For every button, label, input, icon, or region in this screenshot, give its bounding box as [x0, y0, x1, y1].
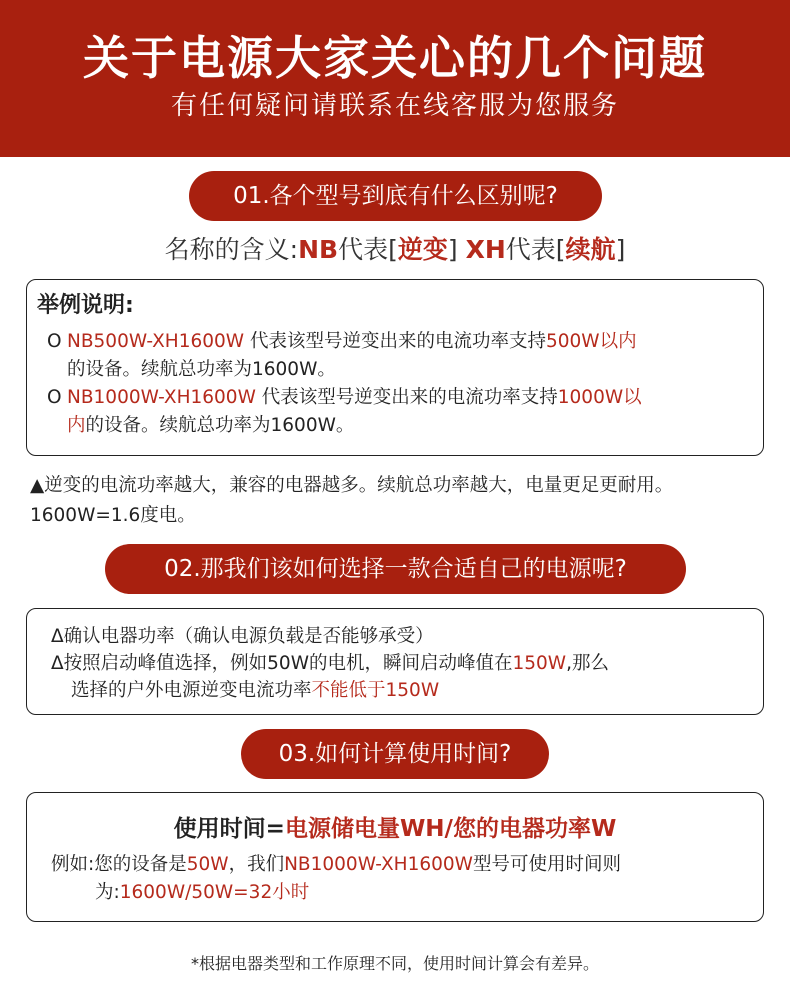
min-power: 不能低于150W [311, 680, 440, 701]
formula-label: 使用时间= [173, 816, 285, 842]
item-highlight: 500W以内 [546, 331, 637, 352]
selection-text: Δ按照启动峰值选择，例如50W的电机，瞬间启动峰值在 [51, 653, 513, 674]
name-meaning-line [0, 230, 790, 266]
item-highlight: 1000W以 [557, 387, 642, 408]
usage-time-box [26, 792, 764, 922]
inverter-term: 逆变 [397, 235, 448, 264]
nb-stands: 代表[ [338, 235, 398, 264]
example-box [26, 279, 764, 456]
item-highlight-2: 内 [67, 415, 86, 436]
example-title: 举例说明: [37, 293, 134, 318]
model-code: NB1000W-XH1600W [284, 854, 473, 875]
example-text: ，我们 [228, 854, 285, 875]
selection-text-end: ,那么 [566, 653, 609, 674]
meaning-prefix: 名称的含义: [164, 235, 299, 264]
selection-line-3 [71, 677, 747, 704]
selection-box [26, 608, 764, 715]
page-subtitle: 有任何疑问请联系在线客服为您服务 [170, 91, 619, 121]
example-text: 为: [95, 882, 120, 903]
usage-example [51, 851, 743, 907]
device-power: 50W [186, 854, 229, 875]
item-text-2: 的设备。续航总功率为1600W。 [85, 415, 355, 436]
example-item-1 [47, 328, 747, 384]
xh-code: XH [465, 235, 506, 264]
usage-formula [27, 810, 763, 843]
item-text: 代表该型号逆变出来的电流功率支持 [255, 387, 558, 408]
header-banner [0, 0, 790, 157]
xh-stands: 代表[ [505, 235, 566, 264]
model-code: NB500W-XH1600W [67, 331, 245, 352]
example-item-2 [47, 384, 747, 440]
power-note: ▲逆变的电流功率越大，兼容的电器越多。续航总功率越大，电量更足更耐用。1600W=1.6度电。 [30, 475, 674, 526]
question-3-label: 03.如何计算使用时间? [241, 729, 549, 779]
example-text: 型号可使用时间则 [472, 854, 621, 875]
selection-line-2 [51, 650, 747, 677]
bracket-close-1: ] [447, 235, 466, 264]
item-continuation [47, 412, 747, 440]
formula-expression: 电源储电量WH/您的电器功率W [284, 816, 617, 842]
example-text: 例如:您的设备是 [51, 854, 187, 875]
question-1-label: 01.各个型号到底有什么区别呢? [189, 171, 602, 221]
selection-text: 选择的户外电源逆变电流功率 [71, 680, 312, 701]
item-text: 代表该型号逆变出来的电流功率支持 [244, 331, 546, 352]
item-continuation: 的设备。续航总功率为1600W。 [67, 359, 336, 380]
peak-value: 150W [512, 653, 567, 674]
nb-code: NB [298, 235, 339, 264]
selection-line-1: Δ确认电器功率（确认电源负载是否能够承受） [51, 626, 434, 647]
question-2-label: 02.那我们该如何选择一款合适自己的电源呢? [105, 544, 686, 594]
bracket-close-2: ] [615, 235, 626, 264]
model-code: NB1000W-XH1600W [67, 387, 256, 408]
footnote: *根据电器类型和工作原理不同，使用时间计算会有差异。 [190, 954, 599, 973]
usage-result: 1600W/50W=32小时 [119, 882, 310, 903]
page-title: 关于电源大家关心的几个问题 [83, 31, 707, 85]
endurance-term: 续航 [565, 235, 616, 264]
circle-bullet-icon: O [47, 331, 62, 352]
circle-bullet-icon: O [47, 387, 62, 408]
